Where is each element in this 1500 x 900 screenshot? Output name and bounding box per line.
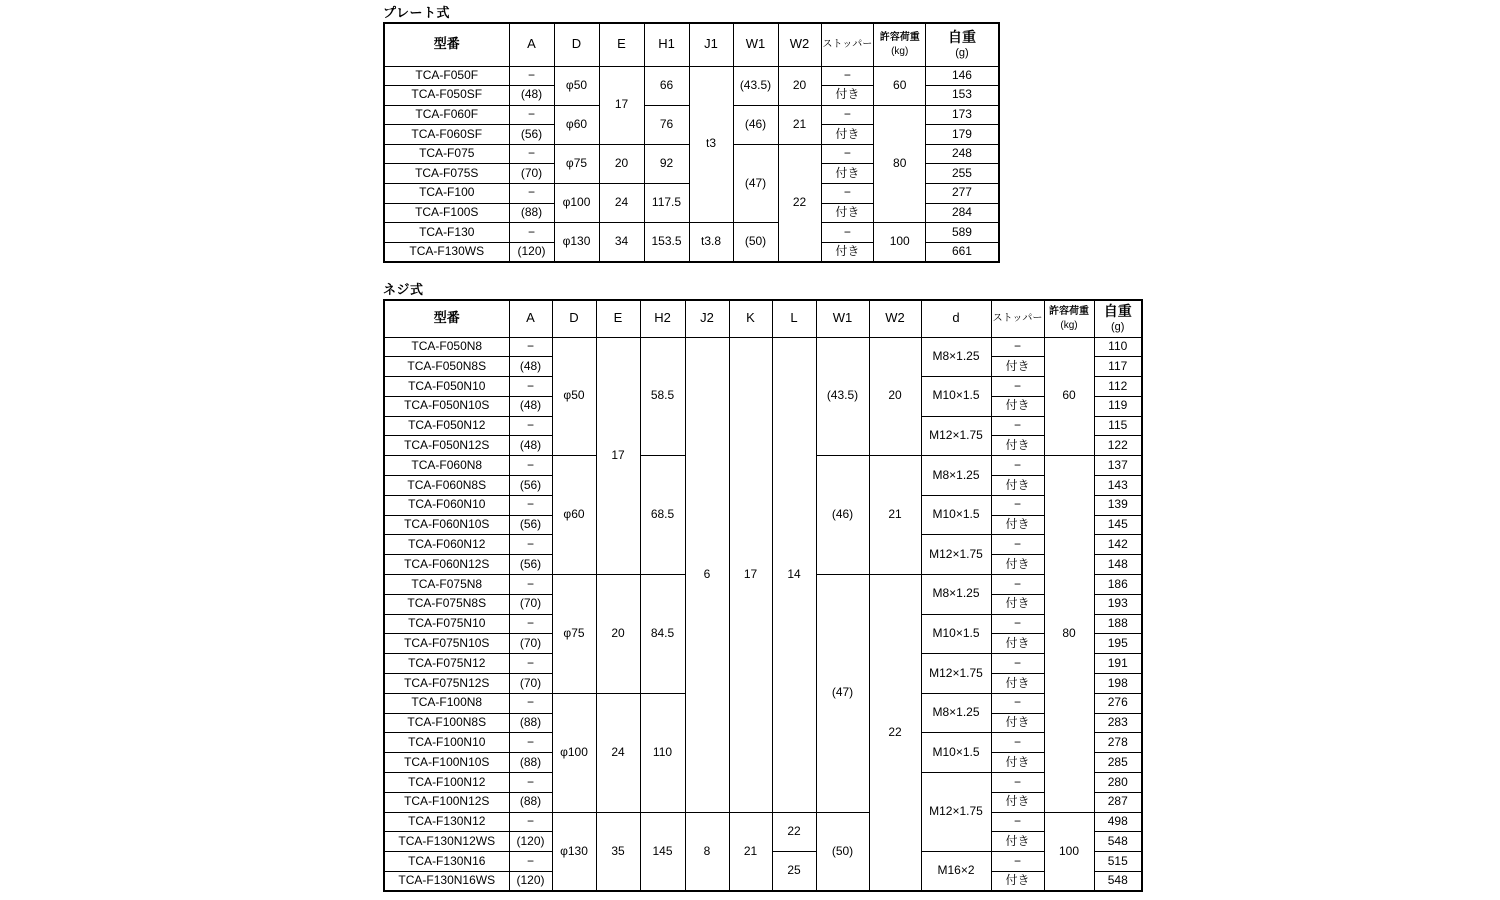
value-cell: (43.5) [816, 337, 869, 456]
value-cell: − [509, 852, 552, 872]
value-cell: 21 [869, 456, 921, 575]
column-header-w2 [778, 23, 821, 66]
value-cell: (70) [509, 674, 552, 694]
value-cell: 589 [926, 223, 999, 243]
value-cell: 付き [991, 634, 1044, 654]
value-cell: − [509, 144, 554, 164]
value-cell: 179 [926, 125, 999, 145]
column-header-l [772, 300, 816, 337]
column-label: D [569, 310, 579, 326]
value-cell: 548 [1094, 832, 1142, 852]
value-cell: M8×1.25 [921, 575, 991, 615]
value-cell: 付き [991, 357, 1044, 377]
value-cell: 278 [1094, 733, 1142, 753]
value-cell: 122 [1094, 436, 1142, 456]
value-cell: 195 [1094, 634, 1142, 654]
value-cell: 188 [1094, 614, 1142, 634]
model-cell: TCA-F060N10 [384, 495, 509, 515]
value-cell: φ100 [554, 184, 599, 223]
value-cell: M12×1.75 [921, 416, 991, 456]
value-cell: − [509, 223, 554, 243]
model-cell: TCA-F060N8S [384, 476, 509, 496]
value-cell: 17 [599, 66, 644, 144]
value-cell: 68.5 [640, 456, 685, 575]
value-cell: 付き [991, 674, 1044, 694]
value-cell: φ75 [552, 575, 596, 694]
model-cell: TCA-F130N16WS [384, 872, 509, 892]
value-cell: − [991, 416, 1044, 436]
value-cell: 25 [772, 852, 816, 892]
value-cell: 280 [1094, 773, 1142, 793]
value-cell: 80 [1044, 456, 1094, 812]
value-cell: 24 [596, 693, 640, 812]
value-cell: φ60 [554, 105, 599, 144]
value-cell: M12×1.75 [921, 773, 991, 852]
model-cell: TCA-F075N10S [384, 634, 509, 654]
column-header-a [509, 300, 552, 337]
column-header-weight [926, 23, 999, 66]
value-cell: t3.8 [689, 223, 733, 262]
value-cell: 22 [772, 812, 816, 852]
model-cell: TCA-F075N8 [384, 575, 509, 595]
model-cell: TCA-F075N10 [384, 614, 509, 634]
value-cell: − [991, 733, 1044, 753]
column-label: L [790, 310, 798, 326]
column-header-weight [1094, 300, 1142, 337]
value-cell: − [821, 66, 874, 86]
value-cell: 115 [1094, 416, 1142, 436]
value-cell: − [509, 773, 552, 793]
value-cell: φ50 [554, 66, 599, 105]
value-cell: 173 [926, 105, 999, 125]
value-cell: 6 [685, 337, 729, 812]
value-cell: (46) [816, 456, 869, 575]
column-header-e [596, 300, 640, 337]
value-cell: 284 [926, 203, 999, 223]
value-cell: (56) [509, 476, 552, 496]
model-cell: TCA-F075N12 [384, 654, 509, 674]
value-cell: 付き [991, 753, 1044, 773]
value-cell: 515 [1094, 852, 1142, 872]
value-cell: 付き [991, 832, 1044, 852]
value-cell: − [821, 223, 874, 243]
value-cell: M10×1.5 [921, 614, 991, 654]
value-cell: − [509, 105, 554, 125]
value-cell: 191 [1094, 654, 1142, 674]
screw-spec-table [383, 299, 1143, 892]
value-cell: − [991, 535, 1044, 555]
value-cell: (47) [733, 144, 778, 222]
value-cell: − [991, 773, 1044, 793]
column-label: 型番 [433, 36, 460, 52]
value-cell: 661 [926, 242, 999, 262]
column-header-j1 [689, 23, 733, 66]
value-cell: 20 [778, 66, 821, 105]
column-header-w1 [733, 23, 778, 66]
model-cell: TCA-F100N12 [384, 773, 509, 793]
value-cell: − [509, 693, 552, 713]
column-header-load [874, 23, 926, 66]
model-cell: TCA-F075 [384, 144, 509, 164]
value-cell: 143 [1094, 476, 1142, 496]
value-cell: 186 [1094, 575, 1142, 595]
value-cell: (48) [509, 436, 552, 456]
column-header-d [552, 300, 596, 337]
value-cell: (56) [509, 555, 552, 575]
column-header-k [729, 300, 772, 337]
value-cell: φ130 [554, 223, 599, 262]
value-cell: (120) [509, 242, 554, 262]
value-cell: (56) [509, 125, 554, 145]
value-cell: (50) [816, 812, 869, 891]
value-cell: − [991, 654, 1044, 674]
value-cell: 148 [1094, 555, 1142, 575]
value-cell: 153.5 [644, 223, 689, 262]
value-cell: 34 [599, 223, 644, 262]
value-cell: − [991, 575, 1044, 595]
table-row [384, 812, 1142, 832]
value-cell: M10×1.5 [921, 377, 991, 417]
value-cell: t3 [689, 66, 733, 223]
value-cell: 付き [821, 242, 874, 262]
value-cell: − [991, 812, 1044, 832]
column-label: W2 [885, 310, 905, 326]
value-cell: 22 [869, 575, 921, 892]
column-unit: (g) [955, 47, 969, 60]
value-cell: 17 [596, 337, 640, 575]
value-cell: M10×1.5 [921, 495, 991, 535]
value-cell: (88) [509, 203, 554, 223]
value-cell: 117 [1094, 357, 1142, 377]
value-cell: M12×1.75 [921, 535, 991, 575]
column-label: 許容荷重 [879, 32, 920, 44]
model-cell: TCA-F100S [384, 203, 509, 223]
model-cell: TCA-F050N8 [384, 337, 509, 357]
model-cell: TCA-F075S [384, 164, 509, 184]
model-cell: TCA-F060N12 [384, 535, 509, 555]
column-header-h1 [644, 23, 689, 66]
value-cell: 付き [821, 164, 874, 184]
value-cell: (120) [509, 832, 552, 852]
value-cell: 20 [869, 337, 921, 456]
value-cell: (88) [509, 792, 552, 812]
value-cell: φ75 [554, 144, 599, 183]
column-label: 型番 [433, 310, 460, 326]
column-label: d [952, 310, 960, 326]
value-cell: M8×1.25 [921, 456, 991, 496]
value-cell: 92 [644, 144, 689, 183]
value-cell: − [991, 495, 1044, 515]
column-header-screw-d [921, 300, 991, 337]
value-cell: 付き [991, 476, 1044, 496]
value-cell: 276 [1094, 693, 1142, 713]
value-cell: 付き [991, 872, 1044, 892]
column-unit: (g) [1111, 321, 1125, 334]
value-cell: − [991, 693, 1044, 713]
model-cell: TCA-F060N10S [384, 515, 509, 535]
column-label: 自重 [1103, 303, 1132, 320]
value-cell: (43.5) [733, 66, 778, 105]
model-cell: TCA-F050N10S [384, 396, 509, 416]
column-label: E [617, 36, 626, 52]
value-cell: 20 [596, 575, 640, 694]
value-cell: 付き [991, 713, 1044, 733]
model-cell: TCA-F060F [384, 105, 509, 125]
model-cell: TCA-F100N12S [384, 792, 509, 812]
value-cell: 付き [821, 125, 874, 145]
column-header-w2 [869, 300, 921, 337]
value-cell: 100 [874, 223, 926, 262]
value-cell: − [991, 337, 1044, 357]
value-cell: − [509, 66, 554, 86]
model-cell: TCA-F130N12 [384, 812, 509, 832]
column-unit: (kg) [891, 45, 909, 57]
plate-table-body [384, 66, 999, 262]
value-cell: M12×1.75 [921, 654, 991, 694]
table-row [384, 223, 999, 243]
plate-spec-table [383, 22, 1000, 263]
value-cell: − [509, 575, 552, 595]
value-cell: − [509, 733, 552, 753]
column-header-e [599, 23, 644, 66]
value-cell: 24 [599, 184, 644, 223]
value-cell: − [509, 337, 552, 357]
value-cell: (70) [509, 634, 552, 654]
model-cell: TCA-F130WS [384, 242, 509, 262]
model-cell: TCA-F130N12WS [384, 832, 509, 852]
plate-table-head [384, 23, 999, 66]
column-unit: (kg) [1060, 319, 1078, 331]
value-cell: 498 [1094, 812, 1142, 832]
value-cell: (70) [509, 594, 552, 614]
value-cell: − [509, 495, 552, 515]
column-label: J1 [704, 36, 718, 52]
model-cell: TCA-F100N10 [384, 733, 509, 753]
column-label: H2 [654, 310, 671, 326]
model-cell: TCA-F050N12 [384, 416, 509, 436]
value-cell: − [509, 377, 552, 397]
column-header-j2 [685, 300, 729, 337]
value-cell: 142 [1094, 535, 1142, 555]
value-cell: M8×1.25 [921, 337, 991, 377]
value-cell: − [991, 456, 1044, 476]
column-label: E [613, 310, 623, 326]
column-header-stopper [821, 23, 874, 66]
screw-table-title: ネジ式 [383, 282, 424, 297]
value-cell: 17 [729, 337, 772, 812]
value-cell: 277 [926, 184, 999, 204]
header-row [384, 300, 1142, 337]
model-cell: TCA-F050SF [384, 86, 509, 106]
model-cell: TCA-F050N12S [384, 436, 509, 456]
value-cell: 60 [1044, 337, 1094, 456]
value-cell: 110 [640, 693, 685, 812]
column-header-a [509, 23, 554, 66]
model-cell: TCA-F075N12S [384, 674, 509, 694]
column-label: ストッパー [822, 39, 873, 50]
value-cell: M16×2 [921, 852, 991, 892]
model-cell: TCA-F100N8 [384, 693, 509, 713]
model-cell: TCA-F075N8S [384, 594, 509, 614]
value-cell: 付き [991, 555, 1044, 575]
value-cell: 110 [1094, 337, 1142, 357]
column-header-w1 [816, 300, 869, 337]
value-cell: 283 [1094, 713, 1142, 733]
value-cell: 287 [1094, 792, 1142, 812]
column-label: J2 [700, 310, 714, 326]
model-cell: TCA-F050F [384, 66, 509, 86]
column-header-load [1044, 300, 1094, 337]
value-cell: (88) [509, 753, 552, 773]
value-cell: 58.5 [640, 337, 685, 456]
value-cell: 145 [1094, 515, 1142, 535]
value-cell: 548 [1094, 872, 1142, 892]
value-cell: 193 [1094, 594, 1142, 614]
value-cell: 255 [926, 164, 999, 184]
value-cell: 20 [599, 144, 644, 183]
value-cell: (47) [816, 575, 869, 813]
value-cell: φ50 [552, 337, 596, 456]
header-row [384, 23, 999, 66]
value-cell: 248 [926, 144, 999, 164]
model-cell: TCA-F100N10S [384, 753, 509, 773]
model-cell: TCA-F060SF [384, 125, 509, 145]
value-cell: M8×1.25 [921, 693, 991, 733]
value-cell: − [509, 184, 554, 204]
column-label: W2 [789, 36, 810, 52]
value-cell: − [509, 456, 552, 476]
value-cell: 21 [729, 812, 772, 891]
value-cell: 100 [1044, 812, 1094, 891]
column-label: A [526, 310, 535, 326]
value-cell: 146 [926, 66, 999, 86]
column-header-d [554, 23, 599, 66]
value-cell: − [509, 535, 552, 555]
value-cell: (48) [509, 86, 554, 106]
value-cell: − [509, 812, 552, 832]
value-cell: (46) [733, 105, 778, 144]
column-label: 自重 [947, 29, 976, 46]
value-cell: (70) [509, 164, 554, 184]
table-row [384, 66, 999, 86]
value-cell: (48) [509, 357, 552, 377]
value-cell: − [821, 144, 874, 164]
value-cell: 145 [640, 812, 685, 891]
model-cell: TCA-F050N8S [384, 357, 509, 377]
column-header-h2 [640, 300, 685, 337]
model-cell: TCA-F060N12S [384, 555, 509, 575]
value-cell: 付き [821, 86, 874, 106]
value-cell: 117.5 [644, 184, 689, 223]
value-cell: 付き [991, 792, 1044, 812]
value-cell: − [991, 377, 1044, 397]
value-cell: − [509, 654, 552, 674]
value-cell: (88) [509, 713, 552, 733]
value-cell: (48) [509, 396, 552, 416]
column-label: W1 [745, 36, 766, 52]
value-cell: 153 [926, 86, 999, 106]
value-cell: 84.5 [640, 575, 685, 694]
model-cell: TCA-F060N8 [384, 456, 509, 476]
value-cell: 付き [991, 594, 1044, 614]
value-cell: − [821, 105, 874, 125]
value-cell: 21 [778, 105, 821, 144]
value-cell: 76 [644, 105, 689, 144]
value-cell: 137 [1094, 456, 1142, 476]
value-cell: (56) [509, 515, 552, 535]
column-label: A [527, 36, 536, 52]
column-label: D [571, 36, 582, 52]
value-cell: − [991, 614, 1044, 634]
value-cell: 80 [874, 105, 926, 223]
value-cell: 22 [778, 144, 821, 262]
model-cell: TCA-F100 [384, 184, 509, 204]
value-cell: M10×1.5 [921, 733, 991, 773]
column-label: K [746, 310, 755, 326]
value-cell: 119 [1094, 396, 1142, 416]
column-header-model [384, 23, 509, 66]
model-cell: TCA-F100N8S [384, 713, 509, 733]
column-label: H1 [658, 36, 675, 52]
column-label: 許容荷重 [1049, 306, 1089, 318]
value-cell: 付き [821, 203, 874, 223]
value-cell: 112 [1094, 377, 1142, 397]
value-cell: 14 [772, 337, 816, 812]
value-cell: 付き [991, 515, 1044, 535]
screw-type-section [383, 283, 1143, 892]
plate-type-section [383, 6, 1000, 263]
value-cell: 付き [991, 396, 1044, 416]
table-row [384, 337, 1142, 357]
value-cell: 198 [1094, 674, 1142, 694]
value-cell: − [509, 416, 552, 436]
screw-table-head [384, 300, 1142, 337]
value-cell: (50) [733, 223, 778, 262]
value-cell: φ100 [552, 693, 596, 812]
value-cell: 8 [685, 812, 729, 891]
value-cell: − [509, 614, 552, 634]
value-cell: 285 [1094, 753, 1142, 773]
column-header-model [384, 300, 509, 337]
value-cell: − [821, 184, 874, 204]
column-header-stopper [991, 300, 1044, 337]
model-cell: TCA-F130 [384, 223, 509, 243]
model-cell: TCA-F050N10 [384, 377, 509, 397]
value-cell: − [991, 852, 1044, 872]
plate-table-title: プレート式 [383, 5, 450, 20]
value-cell: (120) [509, 872, 552, 892]
column-label: W1 [832, 310, 853, 326]
value-cell: φ130 [552, 812, 596, 891]
value-cell: 35 [596, 812, 640, 891]
value-cell: 付き [991, 436, 1044, 456]
value-cell: 66 [644, 66, 689, 105]
value-cell: φ60 [552, 456, 596, 575]
value-cell: 139 [1094, 495, 1142, 515]
column-label: ストッパー [992, 313, 1043, 324]
screw-table-body [384, 337, 1142, 891]
value-cell: 60 [874, 66, 926, 105]
model-cell: TCA-F130N16 [384, 852, 509, 872]
